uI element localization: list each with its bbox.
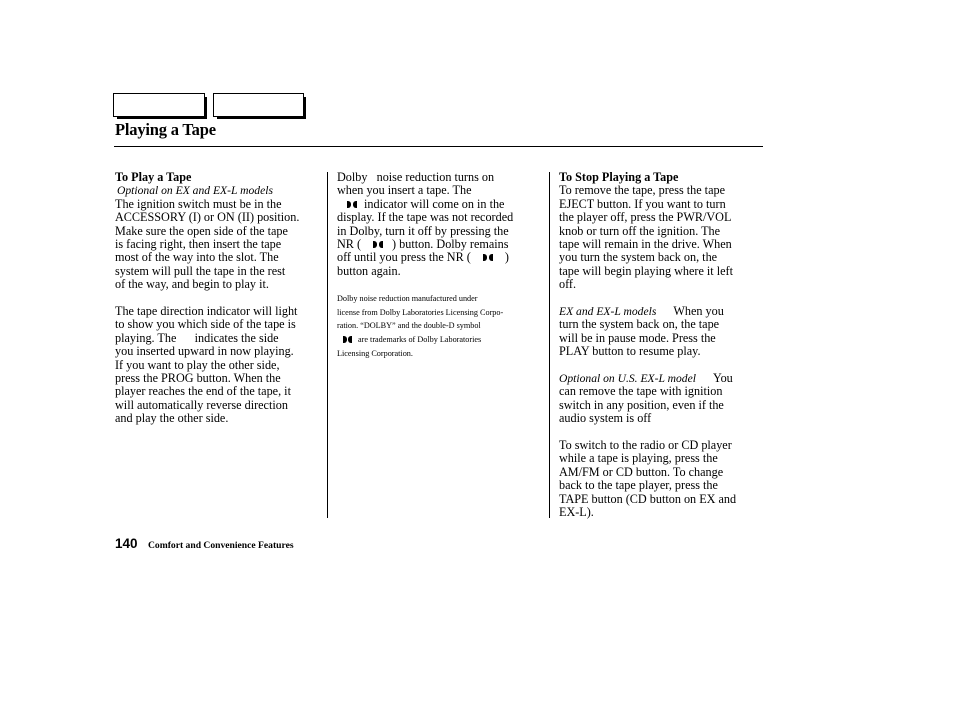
text-line: the player off, press the PWR/VOL: [559, 210, 732, 225]
text-line: turn the system back on, the tape: [559, 317, 720, 332]
text-line: and play the other side.: [115, 411, 229, 426]
text-line: is facing right, then insert the tape: [115, 237, 282, 252]
text-line: EJECT button. If you want to turn: [559, 196, 726, 211]
text-line: when you insert a tape. The: [337, 183, 472, 198]
text-line: will be in pause mode. Press the: [559, 330, 716, 345]
text-line: of the way, and begin to play it.: [115, 277, 269, 292]
model-note: Optional on U.S. EX-L model: [559, 372, 696, 386]
text-line: audio system is off: [559, 411, 652, 426]
text-line: to show you which side of the tape is: [115, 317, 296, 332]
text-line: ACCESSORY (I) or ON (II) position.: [115, 210, 300, 225]
column-divider: [549, 172, 550, 518]
text-line: Optional on U.S. EX-L model You: [559, 371, 733, 386]
page-number: 140: [115, 536, 138, 551]
column-play-tape: [115, 171, 325, 426]
text-line: switch in any position, even if the: [559, 397, 724, 412]
model-note: Optional on EX and EX-L models: [117, 184, 273, 198]
text-line: indicator will come on in the: [337, 198, 542, 211]
text-line: button again.: [337, 263, 401, 278]
text-line: back to the tape player, press the: [559, 478, 718, 493]
section-heading: To Stop Playing a Tape: [559, 170, 679, 184]
text-line: while a tape is playing, press the: [559, 451, 718, 466]
dolby-double-d-icon: [483, 254, 493, 261]
text-line: display. If the tape was not recorded: [337, 210, 514, 225]
text-line: EX and EX-L models When you: [559, 304, 724, 319]
text-line: player reaches the end of the tape, it: [115, 384, 291, 399]
text-line: NR ( ) button. Dolby remains: [337, 237, 509, 252]
nav-tab-previous[interactable]: [113, 93, 205, 117]
text-line: most of the way into the slot. The: [115, 250, 279, 265]
section-heading: To Play a Tape: [115, 170, 192, 184]
text-line: To switch to the radio or CD player: [559, 438, 732, 453]
text-line: in Dolby, turn it off by pressing the: [337, 223, 509, 238]
text-line: Dolby noise reduction turns on: [337, 170, 495, 184]
text-line: system will pull the tape in the rest: [115, 263, 286, 278]
text-line: off until you press the NR ( ): [337, 250, 509, 265]
column-stop-tape: [559, 171, 764, 520]
page-title: Playing a Tape: [115, 120, 216, 139]
text-line: AM/FM or CD button. To change: [559, 464, 724, 479]
text-line: playing. The indicates the side: [115, 330, 279, 345]
text-line: you turn the system back on, the: [559, 250, 718, 265]
dolby-double-d-icon: [343, 336, 352, 342]
text-line: can remove the tape with ignition: [559, 384, 723, 399]
text-line: tape will begin playing where it left: [559, 263, 733, 278]
text-line: off.: [559, 277, 577, 292]
text-line: EX-L).: [559, 505, 594, 520]
dolby-double-d-icon: [373, 241, 383, 248]
text-line: Make sure the open side of the tape: [115, 223, 288, 238]
text-line: PLAY button to resume play.: [559, 344, 701, 359]
footer-section-title: Comfort and Convenience Features: [148, 540, 294, 551]
text-line: TAPE button (CD button on EX and: [559, 491, 737, 506]
dolby-trademark-notice: Dolby noise reduction manufactured under license from Dolby Laboratories Licensing Corpo- ration. “DOLBY” and the double-D symbol are trademarks of Dolby Laboratories Licensing Corporation.: [337, 294, 504, 358]
text-line: you inserted upward in now playing.: [115, 344, 294, 359]
column-dolby: [337, 171, 542, 360]
text-line: The tape direction indicator will light: [115, 304, 298, 319]
nav-tab-next[interactable]: [213, 93, 304, 117]
text-line: press the PROG button. When the: [115, 371, 281, 386]
model-note: EX and EX-L models: [559, 305, 657, 319]
text-line: To remove the tape, press the tape: [559, 183, 725, 198]
text-line: knob or turn off the ignition. The: [559, 223, 721, 238]
column-divider: [327, 172, 328, 518]
text-line: tape will remain in the drive. When: [559, 237, 732, 252]
text-line: will automatically reverse direction: [115, 397, 288, 412]
text-line: The ignition switch must be in the: [115, 196, 282, 211]
dolby-double-d-icon: [347, 201, 357, 208]
title-divider: [114, 146, 763, 147]
text-line: If you want to play the other side,: [115, 357, 280, 372]
